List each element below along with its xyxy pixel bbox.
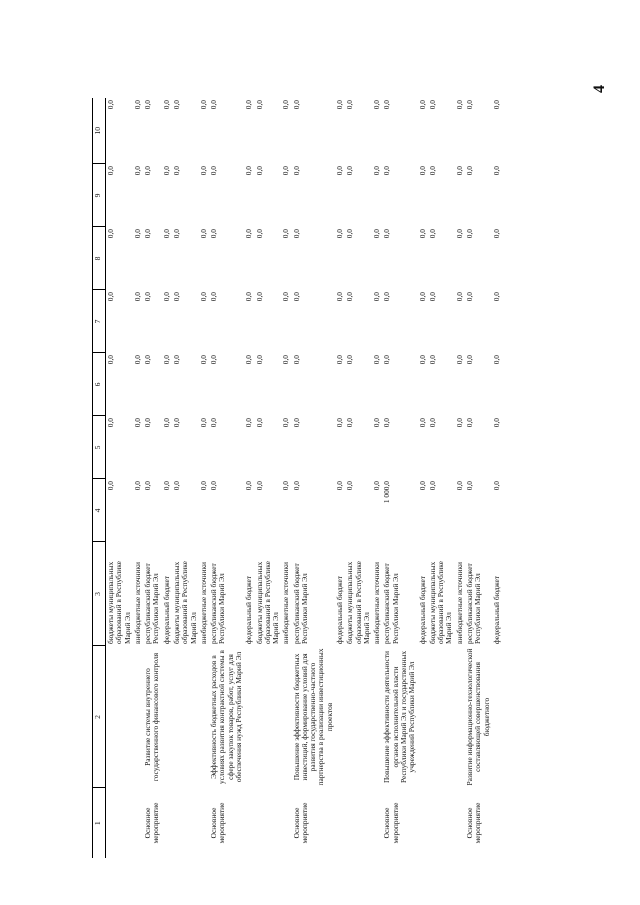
value-cell: 0,0 bbox=[171, 292, 181, 302]
value-cell: 0,0 bbox=[161, 355, 171, 365]
activity-type-cell: Основное мероприятие bbox=[291, 802, 309, 844]
budget-table bbox=[92, 98, 502, 858]
value-cell: 0,0 bbox=[491, 229, 501, 239]
funding-source-cell: федеральный бюджет bbox=[417, 575, 427, 644]
activity-type-cell bbox=[281, 788, 291, 858]
column-header: 7 bbox=[93, 290, 106, 353]
value-cell: 0,0 bbox=[281, 292, 291, 302]
value-cell: 0,0 bbox=[491, 100, 501, 110]
table-row bbox=[106, 98, 133, 858]
activity-type-cell bbox=[199, 788, 209, 858]
activity-type-cell bbox=[133, 788, 143, 858]
value-cell: 0,0 bbox=[427, 418, 437, 428]
value-cell: 0,0 bbox=[464, 292, 474, 302]
activity-type-cell bbox=[492, 788, 502, 858]
value-cell: 0,0 bbox=[198, 166, 208, 176]
table-row bbox=[428, 98, 455, 858]
activity-type-cell bbox=[372, 788, 382, 858]
activity-name-cell bbox=[162, 646, 172, 788]
value-cell: 0,0 bbox=[254, 100, 264, 110]
value-cell: 0,0 bbox=[454, 100, 464, 110]
value-cell: 0,0 bbox=[372, 166, 382, 176]
activity-name-cell: Эффективность бюджетных расходов в условиях развития контрактной системы в сфере закупок товаров, работ, услуг для обеспечения нужд Республики Марий Эл bbox=[209, 650, 243, 784]
value-cell: 0,0 bbox=[244, 166, 254, 176]
value-cell: 0,0 bbox=[281, 229, 291, 239]
funding-source-cell: федеральный бюджет bbox=[161, 575, 171, 644]
value-cell: 0,0 bbox=[335, 166, 345, 176]
funding-source-cell: внебюджетные источники bbox=[454, 561, 464, 644]
activity-name-cell: Развитие системы внутреннего государственного финансового контроля bbox=[143, 652, 161, 782]
table-row bbox=[335, 98, 345, 858]
activity-name-cell bbox=[199, 646, 209, 788]
value-cell: 0,0 bbox=[161, 481, 171, 491]
activity-name-cell bbox=[133, 646, 143, 788]
value-cell: 0,0 bbox=[106, 100, 115, 110]
value-cell: 0,0 bbox=[382, 292, 392, 302]
activity-type-cell bbox=[106, 788, 133, 858]
value-cell: 0,0 bbox=[198, 355, 208, 365]
value-cell: 0,0 bbox=[454, 481, 464, 491]
value-cell: 0,0 bbox=[372, 355, 382, 365]
value-cell: 0,0 bbox=[198, 100, 208, 110]
table-body bbox=[106, 98, 503, 858]
value-cell: 0,0 bbox=[254, 292, 264, 302]
value-cell: 0,0 bbox=[464, 355, 474, 365]
value-cell: 0,0 bbox=[335, 292, 345, 302]
value-cell: 0,0 bbox=[491, 166, 501, 176]
value-cell: 0,0 bbox=[291, 355, 301, 365]
value-cell: 0,0 bbox=[491, 481, 501, 491]
table-row bbox=[292, 98, 335, 858]
activity-name-cell bbox=[335, 646, 345, 788]
table-row bbox=[143, 98, 162, 858]
value-cell: 0,0 bbox=[345, 229, 355, 239]
activity-name-cell bbox=[492, 646, 502, 788]
activity-type-cell bbox=[255, 788, 282, 858]
value-cell: 0,0 bbox=[464, 229, 474, 239]
value-cell: 0,0 bbox=[171, 481, 181, 491]
rotated-table-page bbox=[92, 98, 552, 858]
activity-type-cell bbox=[162, 788, 172, 858]
value-cell: 0,0 bbox=[171, 100, 181, 110]
value-cell: 0,0 bbox=[417, 166, 427, 176]
activity-name-cell bbox=[345, 646, 372, 788]
column-header: 10 bbox=[93, 98, 106, 164]
value-cell: 0,0 bbox=[161, 166, 171, 176]
value-cell: 0,0 bbox=[132, 100, 142, 110]
value-cell: 0,0 bbox=[345, 166, 355, 176]
header-row bbox=[93, 98, 106, 858]
value-cell: 0,0 bbox=[209, 292, 219, 302]
value-cell: 0,0 bbox=[254, 481, 264, 491]
value-cell: 0,0 bbox=[171, 166, 181, 176]
value-cell: 0,0 bbox=[143, 418, 153, 428]
table-row bbox=[133, 98, 143, 858]
activity-name-cell: Повышение эффективности деятельности органов исполнительной власти Республики Марий Эл и государственных учреждений Республики Марий Эл bbox=[382, 650, 417, 784]
value-cell: 0,0 bbox=[427, 166, 437, 176]
value-cell: 0,0 bbox=[281, 100, 291, 110]
value-cell: 0,0 bbox=[427, 100, 437, 110]
value-cell: 0,0 bbox=[143, 166, 153, 176]
value-cell: 0,0 bbox=[244, 481, 254, 491]
value-cell: 0,0 bbox=[427, 481, 437, 491]
value-cell: 0,0 bbox=[454, 229, 464, 239]
value-cell: 0,0 bbox=[417, 292, 427, 302]
value-cell: 0,0 bbox=[291, 481, 301, 491]
value-cell: 0,0 bbox=[132, 481, 142, 491]
value-cell: 0,0 bbox=[417, 481, 427, 491]
table-row bbox=[172, 98, 199, 858]
value-cell: 0,0 bbox=[427, 355, 437, 365]
value-cell: 0,0 bbox=[335, 100, 345, 110]
value-cell: 0,0 bbox=[372, 292, 382, 302]
value-cell: 0,0 bbox=[335, 229, 345, 239]
value-cell: 0,0 bbox=[427, 229, 437, 239]
column-header: 8 bbox=[93, 227, 106, 290]
value-cell: 0,0 bbox=[106, 229, 115, 239]
value-cell: 0,0 bbox=[427, 292, 437, 302]
activity-type-cell: Основное мероприятие bbox=[143, 802, 161, 844]
value-cell: 0,0 bbox=[491, 418, 501, 428]
activity-name-cell: Повышение эффективности бюджетных инвестиций, формирование условий для развития государственно-частного партнерства в реализации инвестиционных проектов bbox=[291, 648, 334, 786]
activity-type-cell bbox=[172, 788, 199, 858]
value-cell: 0,0 bbox=[209, 100, 219, 110]
value-cell: 0,0 bbox=[254, 166, 264, 176]
value-cell: 0,0 bbox=[417, 355, 427, 365]
value-cell: 0,0 bbox=[464, 418, 474, 428]
column-header: 2 bbox=[93, 646, 106, 788]
value-cell: 0,0 bbox=[335, 355, 345, 365]
value-cell: 0,0 bbox=[106, 166, 115, 176]
value-cell: 0,0 bbox=[291, 418, 301, 428]
value-cell: 0,0 bbox=[209, 355, 219, 365]
value-cell: 0,0 bbox=[161, 292, 171, 302]
value-cell: 0,0 bbox=[345, 418, 355, 428]
table-row bbox=[345, 98, 372, 858]
column-header: 5 bbox=[93, 416, 106, 479]
activity-type-cell bbox=[335, 788, 345, 858]
funding-source-cell: бюджеты муниципальных образований в Республике Марий Эл bbox=[427, 561, 454, 644]
value-cell: 0,0 bbox=[198, 229, 208, 239]
value-cell: 0,0 bbox=[464, 100, 474, 110]
activity-name-cell bbox=[428, 646, 455, 788]
value-cell: 0,0 bbox=[291, 292, 301, 302]
activity-name-cell bbox=[455, 646, 465, 788]
column-header: 4 bbox=[93, 479, 106, 542]
value-cell: 0,0 bbox=[454, 355, 464, 365]
value-cell: 0,0 bbox=[209, 418, 219, 428]
value-cell: 0,0 bbox=[281, 418, 291, 428]
activity-name-cell bbox=[244, 646, 254, 788]
page-number: 4 bbox=[591, 85, 608, 93]
activity-type-cell bbox=[345, 788, 372, 858]
value-cell: 0,0 bbox=[132, 166, 142, 176]
value-cell: 0,0 bbox=[244, 229, 254, 239]
table-row bbox=[162, 98, 172, 858]
value-cell: 0,0 bbox=[132, 292, 142, 302]
table-row bbox=[281, 98, 291, 858]
table-row bbox=[418, 98, 428, 858]
funding-source-cell: федеральный бюджет bbox=[491, 575, 501, 644]
value-cell: 0,0 bbox=[335, 418, 345, 428]
funding-source-cell: республиканский бюджет Республики Марий Эл bbox=[464, 563, 483, 644]
value-cell: 0,0 bbox=[198, 418, 208, 428]
activity-type-cell: Основное мероприятие bbox=[382, 802, 400, 844]
value-cell: 0,0 bbox=[143, 100, 153, 110]
value-cell: 0,0 bbox=[143, 292, 153, 302]
value-cell: 0,0 bbox=[171, 418, 181, 428]
activity-type-cell bbox=[418, 788, 428, 858]
value-cell: 0,0 bbox=[345, 355, 355, 365]
value-cell: 0,0 bbox=[345, 292, 355, 302]
table-row bbox=[209, 98, 244, 858]
table-row bbox=[465, 98, 492, 858]
value-cell: 0,0 bbox=[454, 166, 464, 176]
value-cell: 0,0 bbox=[491, 355, 501, 365]
value-cell: 0,0 bbox=[143, 355, 153, 365]
funding-source-cell: бюджеты муниципальных образований в Республике Марий Эл bbox=[254, 561, 281, 644]
value-cell: 0,0 bbox=[254, 229, 264, 239]
value-cell: 0,0 bbox=[291, 229, 301, 239]
activity-name-cell bbox=[172, 646, 199, 788]
table-row bbox=[382, 98, 417, 858]
value-cell: 0,0 bbox=[171, 355, 181, 365]
activity-name-cell bbox=[106, 646, 133, 788]
value-cell: 0,0 bbox=[335, 481, 345, 491]
value-cell: 0,0 bbox=[171, 229, 181, 239]
value-cell: 0,0 bbox=[291, 100, 301, 110]
value-cell: 0,0 bbox=[143, 229, 153, 239]
value-cell: 0,0 bbox=[161, 100, 171, 110]
activity-name-cell bbox=[418, 646, 428, 788]
value-cell: 0,0 bbox=[132, 418, 142, 428]
value-cell: 0,0 bbox=[161, 418, 171, 428]
activity-type-cell bbox=[428, 788, 455, 858]
value-cell: 1 000,0 bbox=[382, 481, 392, 504]
value-cell: 0,0 bbox=[372, 418, 382, 428]
value-cell: 0,0 bbox=[417, 418, 427, 428]
funding-source-cell: внебюджетные источники bbox=[281, 561, 291, 644]
funding-source-cell: республиканский бюджет Республики Марий Эл bbox=[382, 563, 400, 644]
value-cell: 0,0 bbox=[244, 292, 254, 302]
value-cell: 0,0 bbox=[254, 418, 264, 428]
value-cell: 0,0 bbox=[209, 229, 219, 239]
value-cell: 0,0 bbox=[464, 481, 474, 491]
value-cell: 0,0 bbox=[161, 229, 171, 239]
value-cell: 0,0 bbox=[372, 100, 382, 110]
value-cell: 0,0 bbox=[198, 292, 208, 302]
value-cell: 0,0 bbox=[382, 355, 392, 365]
funding-source-cell: внебюджетные источники bbox=[372, 561, 382, 644]
value-cell: 0,0 bbox=[372, 229, 382, 239]
value-cell: 0,0 bbox=[372, 481, 382, 491]
funding-source-cell: федеральный бюджет bbox=[244, 575, 254, 644]
value-cell: 0,0 bbox=[417, 229, 427, 239]
funding-source-cell: внебюджетные источники bbox=[132, 561, 142, 644]
value-cell: 0,0 bbox=[281, 481, 291, 491]
value-cell: 0,0 bbox=[382, 166, 392, 176]
activity-name-cell bbox=[255, 646, 282, 788]
table-row bbox=[492, 98, 502, 858]
column-header: 9 bbox=[93, 164, 106, 227]
value-cell: 0,0 bbox=[244, 355, 254, 365]
value-cell: 0,0 bbox=[454, 292, 464, 302]
column-header: 6 bbox=[93, 353, 106, 416]
value-cell: 0,0 bbox=[143, 481, 153, 491]
activity-name-cell bbox=[372, 646, 382, 788]
value-cell: 0,0 bbox=[491, 292, 501, 302]
value-cell: 0,0 bbox=[382, 229, 392, 239]
activity-type-cell bbox=[455, 788, 465, 858]
value-cell: 0,0 bbox=[382, 418, 392, 428]
value-cell: 0,0 bbox=[254, 355, 264, 365]
table-row bbox=[199, 98, 209, 858]
table-row bbox=[372, 98, 382, 858]
table-row bbox=[244, 98, 254, 858]
funding-source-cell: бюджеты муниципальных образований в Республике Марий Эл bbox=[106, 561, 132, 644]
activity-name-cell: Развитие информационно-технологической составляющей совершенствования бюджетного bbox=[464, 648, 491, 786]
value-cell: 0,0 bbox=[345, 481, 355, 491]
column-header: 1 bbox=[93, 788, 106, 858]
activity-name-cell bbox=[281, 646, 291, 788]
funding-source-cell: внебюджетные источники bbox=[198, 561, 208, 644]
funding-source-cell: республиканский бюджет Республики Марий Эл bbox=[291, 563, 309, 644]
activity-type-cell: Основное мероприятие bbox=[209, 802, 227, 844]
value-cell: 0,0 bbox=[106, 418, 115, 428]
value-cell: 0,0 bbox=[454, 418, 464, 428]
value-cell: 0,0 bbox=[132, 229, 142, 239]
value-cell: 0,0 bbox=[106, 355, 115, 365]
activity-type-cell bbox=[244, 788, 254, 858]
value-cell: 0,0 bbox=[106, 292, 115, 302]
value-cell: 0,0 bbox=[291, 166, 301, 176]
value-cell: 0,0 bbox=[244, 100, 254, 110]
value-cell: 0,0 bbox=[198, 481, 208, 491]
value-cell: 0,0 bbox=[209, 481, 219, 491]
funding-source-cell: бюджеты муниципальных образований в Республике Марий Эл bbox=[345, 561, 371, 644]
funding-source-cell: республиканский бюджет Республики Марий Эл bbox=[143, 563, 161, 644]
value-cell: 0,0 bbox=[244, 418, 254, 428]
value-cell: 0,0 bbox=[132, 355, 142, 365]
funding-source-cell: бюджеты муниципальных образований в Республике Марий Эл bbox=[171, 561, 198, 644]
column-header: 3 bbox=[93, 542, 106, 646]
value-cell: 0,0 bbox=[382, 100, 392, 110]
table-row bbox=[455, 98, 465, 858]
value-cell: 0,0 bbox=[209, 166, 219, 176]
activity-type-cell: Основное мероприятие bbox=[464, 802, 483, 844]
value-cell: 0,0 bbox=[345, 100, 355, 110]
table-row bbox=[255, 98, 282, 858]
value-cell: 0,0 bbox=[106, 481, 115, 491]
funding-source-cell: республиканский бюджет Республики Марий Эл bbox=[209, 563, 227, 644]
value-cell: 0,0 bbox=[464, 166, 474, 176]
funding-source-cell: федеральный бюджет bbox=[335, 575, 345, 644]
value-cell: 0,0 bbox=[281, 166, 291, 176]
value-cell: 0,0 bbox=[417, 100, 427, 110]
value-cell: 0,0 bbox=[281, 355, 291, 365]
